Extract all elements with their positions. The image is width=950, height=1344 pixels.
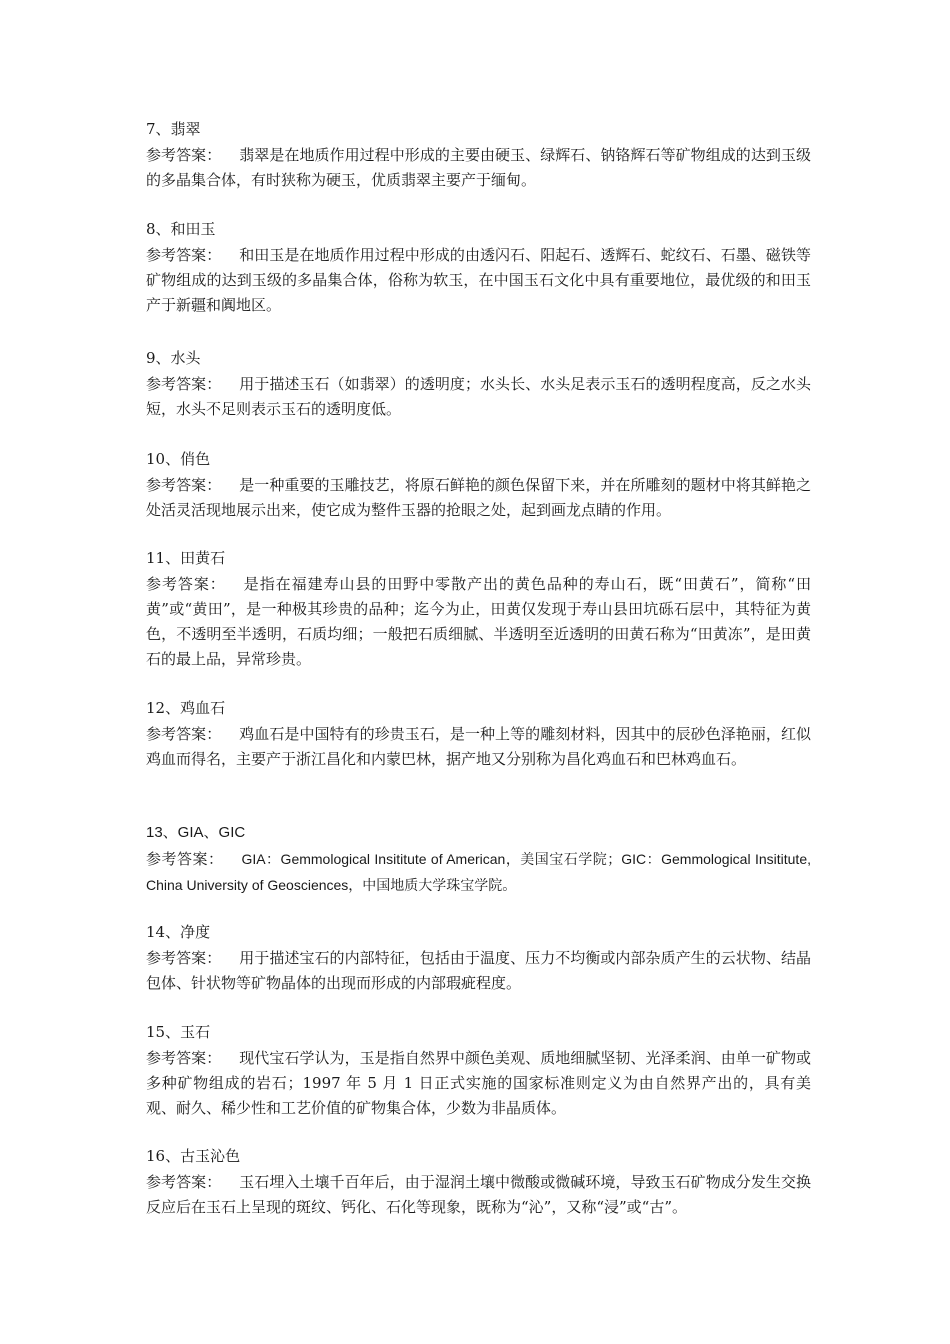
- entry-answer: [146, 722, 811, 772]
- answer-text: 用于描述玉石（如翡翠）的透明度；水头长、水头足表示玉石的透明程度高，反之水头短，水头不足则表示玉石的透明度低。: [146, 375, 811, 418]
- answer-text: 和田玉是在地质作用过程中形成的由透闪石、阳起石、透辉石、蛇纹石、石墨、磁铁等矿物组成的达到玉级的多晶集合体，俗称为软玉，在中国玉石文化中具有重要地位，最优级的和田玉产于新疆和阗地区。: [146, 246, 811, 314]
- entry-answer: [146, 1170, 811, 1220]
- answer-text: GIA：Gemmological Insititute of American，美国宝石学院；GIC：Gemmological Insititute, China University of Geosciences，中国地质大学珠宝学院。: [146, 851, 811, 893]
- entry-answer: [146, 847, 811, 899]
- answer-label: 参考答案：: [146, 246, 222, 264]
- answer-text: 玉石埋入土壤千百年后，由于湿润土壤中微酸或微碱环境，导致玉石矿物成分发生交换反应后在玉石上呈现的斑纹、钙化、石化等现象，既称为“沁”，又称“浸”或“古”。: [146, 1173, 811, 1216]
- answer-label: 参考答案：: [146, 1049, 222, 1067]
- answer-text: 鸡血石是中国特有的珍贵玉石，是一种上等的雕刻材料，因其中的辰砂色泽艳丽，红似鸡血而得名，主要产于浙江昌化和内蒙巴林，据产地又分别称为昌化鸡血石和巴林鸡血石。: [146, 725, 811, 768]
- entry-8: [146, 217, 811, 318]
- answer-text: 是指在福建寿山县的田野中零散产出的黄色品种的寿山石，既“田黄石”，简称“田黄”或“黄田”，是一种极其珍贵的品种；迄今为止，田黄仅发现于寿山县田坑砾石层中，其特征为黄色，不透明至半透明，石质均细；一般把石质细腻、半透明至近透明的田黄石称为“田黄冻”，是田黄石的最上品，异常珍贵。: [146, 575, 811, 668]
- entry-title: 13、GIA、GIC: [146, 824, 246, 841]
- entry-title: 11、田黄石: [146, 549, 226, 567]
- entry-title: 9、水头: [146, 349, 201, 367]
- entry-13: [146, 821, 811, 899]
- answer-label: 参考答案：: [146, 1173, 222, 1191]
- answer-label: 参考答案：: [146, 850, 224, 868]
- entry-title: 15、玉石: [146, 1023, 211, 1041]
- entry-answer: [146, 1046, 811, 1121]
- answer-label: 参考答案：: [146, 949, 222, 967]
- entry-12: [146, 696, 811, 772]
- entry-16: [146, 1144, 811, 1220]
- entry-title: 16、古玉沁色: [146, 1147, 241, 1165]
- entry-title: 10、俏色: [146, 450, 211, 468]
- entry-answer: [146, 946, 811, 996]
- entry-11: [146, 546, 811, 672]
- entry-title: 7、翡翠: [146, 120, 201, 138]
- answer-label: 参考答案：: [146, 146, 222, 164]
- answer-label: 参考答案：: [146, 476, 222, 494]
- entry-title: 12、鸡血石: [146, 699, 226, 717]
- answer-label: 参考答案：: [146, 725, 222, 743]
- entry-14: [146, 920, 811, 996]
- entry-answer: [146, 572, 811, 672]
- entry-10: [146, 447, 811, 523]
- entry-title: 8、和田玉: [146, 220, 216, 238]
- entry-answer: [146, 243, 811, 318]
- entry-title: 14、净度: [146, 923, 211, 941]
- entry-answer: [146, 372, 811, 422]
- entry-7: [146, 117, 811, 193]
- answer-text: 用于描述宝石的内部特征，包括由于温度、压力不均衡或内部杂质产生的云状物、结晶包体、针状物等矿物晶体的出现而形成的内部瑕疵程度。: [146, 949, 811, 992]
- entry-9: [146, 346, 811, 422]
- answer-text: 翡翠是在地质作用过程中形成的主要由硬玉、绿辉石、钠铬辉石等矿物组成的达到玉级的多晶集合体，有时狭称为硬玉，优质翡翠主要产于缅甸。: [146, 146, 811, 189]
- entry-15: [146, 1020, 811, 1121]
- entry-answer: [146, 473, 811, 523]
- answer-label: 参考答案：: [146, 575, 226, 593]
- answer-text: 现代宝石学认为，玉是指自然界中颜色美观、质地细腻坚韧、光泽柔润、由单一矿物或多种矿物组成的岩石；1997 年 5 月 1 日正式实施的国家标准则定义为由自然界产出的，具有美观、耐久、稀少性和工艺价值的矿物集合体，少数为非晶质体。: [146, 1049, 811, 1117]
- answer-text: 是一种重要的玉雕技艺，将原石鲜艳的颜色保留下来，并在所雕刻的题材中将其鲜艳之处活灵活现地展示出来，使它成为整件玉器的抢眼之处，起到画龙点睛的作用。: [146, 476, 811, 519]
- answer-label: 参考答案：: [146, 375, 222, 393]
- entry-answer: [146, 143, 811, 193]
